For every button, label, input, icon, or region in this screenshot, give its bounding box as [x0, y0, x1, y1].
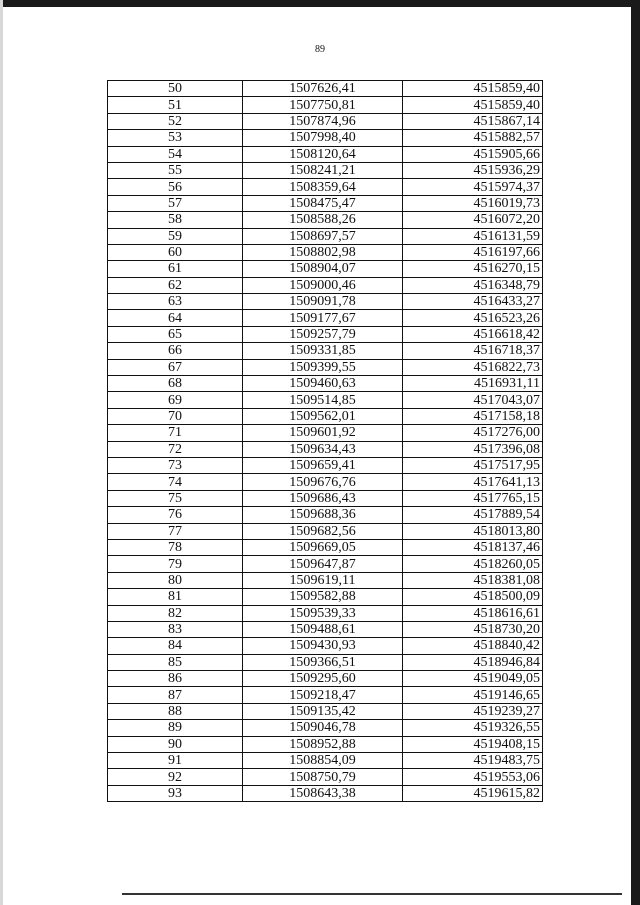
table-row [108, 457, 543, 473]
y-coordinate-cell: 4518137,46 [403, 539, 543, 555]
y-coordinate-cell: 4515974,37 [403, 179, 543, 195]
x-coordinate-cell: 1509669,05 [243, 539, 403, 555]
table-row [108, 294, 543, 310]
y-coordinate-cell: 4518013,80 [403, 523, 543, 539]
x-coordinate-cell: 1508588,26 [243, 212, 403, 228]
table-row [108, 310, 543, 326]
point-number-cell: 68 [108, 376, 243, 392]
point-number-cell: 52 [108, 113, 243, 129]
point-number-cell: 59 [108, 228, 243, 244]
x-coordinate-cell: 1509135,42 [243, 703, 403, 719]
y-coordinate-cell: 4515905,66 [403, 146, 543, 162]
point-number-cell: 54 [108, 146, 243, 162]
table-row [108, 326, 543, 342]
y-coordinate-cell: 4516270,15 [403, 261, 543, 277]
scan-border-left [0, 0, 3, 905]
point-number-cell: 66 [108, 343, 243, 359]
y-coordinate-cell: 4515936,29 [403, 162, 543, 178]
x-coordinate-cell: 1509619,11 [243, 572, 403, 588]
point-number-cell: 50 [108, 81, 243, 97]
y-coordinate-cell: 4519146,65 [403, 687, 543, 703]
table-row [108, 392, 543, 408]
y-coordinate-cell: 4516433,27 [403, 294, 543, 310]
table-row [108, 736, 543, 752]
table-row [108, 425, 543, 441]
point-number-cell: 91 [108, 753, 243, 769]
point-number-cell: 57 [108, 195, 243, 211]
point-number-cell: 65 [108, 326, 243, 342]
table-row [108, 146, 543, 162]
x-coordinate-cell: 1509257,79 [243, 326, 403, 342]
table-row [108, 507, 543, 523]
y-coordinate-cell: 4517517,95 [403, 457, 543, 473]
x-coordinate-cell: 1509366,51 [243, 654, 403, 670]
point-number-cell: 85 [108, 654, 243, 670]
y-coordinate-cell: 4517276,00 [403, 425, 543, 441]
point-number-cell: 62 [108, 277, 243, 293]
x-coordinate-cell: 1509218,47 [243, 687, 403, 703]
point-number-cell: 75 [108, 490, 243, 506]
x-coordinate-cell: 1508643,38 [243, 785, 403, 801]
table-row [108, 261, 543, 277]
y-coordinate-cell: 4516131,59 [403, 228, 543, 244]
table-row [108, 654, 543, 670]
point-number-cell: 89 [108, 720, 243, 736]
x-coordinate-cell: 1508475,47 [243, 195, 403, 211]
point-number-cell: 51 [108, 97, 243, 113]
table-row [108, 638, 543, 654]
point-number-cell: 69 [108, 392, 243, 408]
y-coordinate-cell: 4517641,13 [403, 474, 543, 490]
table-row [108, 179, 543, 195]
x-coordinate-cell: 1508904,07 [243, 261, 403, 277]
x-coordinate-cell: 1507626,41 [243, 81, 403, 97]
y-coordinate-cell: 4518260,05 [403, 556, 543, 572]
x-coordinate-cell: 1508359,64 [243, 179, 403, 195]
point-number-cell: 78 [108, 539, 243, 555]
y-coordinate-cell: 4517043,07 [403, 392, 543, 408]
table-row [108, 97, 543, 113]
y-coordinate-cell: 4519326,55 [403, 720, 543, 736]
table-row [108, 523, 543, 539]
x-coordinate-cell: 1509686,43 [243, 490, 403, 506]
x-coordinate-cell: 1509562,01 [243, 408, 403, 424]
x-coordinate-cell: 1509514,85 [243, 392, 403, 408]
y-coordinate-cell: 4518616,61 [403, 605, 543, 621]
point-number-cell: 81 [108, 589, 243, 605]
table-row [108, 769, 543, 785]
y-coordinate-cell: 4518500,09 [403, 589, 543, 605]
y-coordinate-cell: 4519483,75 [403, 753, 543, 769]
x-coordinate-cell: 1508241,21 [243, 162, 403, 178]
y-coordinate-cell: 4516618,42 [403, 326, 543, 342]
y-coordinate-cell: 4516523,26 [403, 310, 543, 326]
y-coordinate-cell: 4516931,11 [403, 376, 543, 392]
coordinates-table [107, 80, 543, 802]
x-coordinate-cell: 1509000,46 [243, 277, 403, 293]
y-coordinate-cell: 4516072,20 [403, 212, 543, 228]
x-coordinate-cell: 1509460,63 [243, 376, 403, 392]
x-coordinate-cell: 1508854,09 [243, 753, 403, 769]
point-number-cell: 71 [108, 425, 243, 441]
x-coordinate-cell: 1507998,40 [243, 130, 403, 146]
scan-border-right [631, 0, 640, 905]
table-row [108, 785, 543, 801]
y-coordinate-cell: 4516822,73 [403, 359, 543, 375]
point-number-cell: 83 [108, 621, 243, 637]
point-number-cell: 79 [108, 556, 243, 572]
table-row [108, 376, 543, 392]
point-number-cell: 93 [108, 785, 243, 801]
point-number-cell: 53 [108, 130, 243, 146]
x-coordinate-cell: 1509676,76 [243, 474, 403, 490]
table-row [108, 441, 543, 457]
point-number-cell: 73 [108, 457, 243, 473]
y-coordinate-cell: 4516718,37 [403, 343, 543, 359]
table-row [108, 539, 543, 555]
point-number-cell: 86 [108, 671, 243, 687]
x-coordinate-cell: 1509488,61 [243, 621, 403, 637]
point-number-cell: 64 [108, 310, 243, 326]
x-coordinate-cell: 1509295,60 [243, 671, 403, 687]
point-number-cell: 82 [108, 605, 243, 621]
y-coordinate-cell: 4519553,06 [403, 769, 543, 785]
x-coordinate-cell: 1509601,92 [243, 425, 403, 441]
table-row [108, 113, 543, 129]
point-number-cell: 76 [108, 507, 243, 523]
y-coordinate-cell: 4516197,66 [403, 244, 543, 260]
x-coordinate-cell: 1508952,88 [243, 736, 403, 752]
scan-border-bottom [122, 893, 622, 895]
table-row [108, 195, 543, 211]
table-row [108, 753, 543, 769]
table-row [108, 572, 543, 588]
table-row [108, 556, 543, 572]
x-coordinate-cell: 1509582,88 [243, 589, 403, 605]
scan-border-top [2, 0, 640, 7]
x-coordinate-cell: 1508120,64 [243, 146, 403, 162]
x-coordinate-cell: 1509659,41 [243, 457, 403, 473]
table-row [108, 474, 543, 490]
x-coordinate-cell: 1508802,98 [243, 244, 403, 260]
point-number-cell: 67 [108, 359, 243, 375]
table-row [108, 490, 543, 506]
table-row [108, 359, 543, 375]
y-coordinate-cell: 4517396,08 [403, 441, 543, 457]
y-coordinate-cell: 4515859,40 [403, 81, 543, 97]
point-number-cell: 80 [108, 572, 243, 588]
table-row [108, 212, 543, 228]
table-row [108, 277, 543, 293]
y-coordinate-cell: 4519408,15 [403, 736, 543, 752]
y-coordinate-cell: 4517158,18 [403, 408, 543, 424]
y-coordinate-cell: 4516348,79 [403, 277, 543, 293]
x-coordinate-cell: 1509331,85 [243, 343, 403, 359]
x-coordinate-cell: 1509634,43 [243, 441, 403, 457]
y-coordinate-cell: 4518840,42 [403, 638, 543, 654]
table-row [108, 162, 543, 178]
x-coordinate-cell: 1509682,56 [243, 523, 403, 539]
table-row [108, 244, 543, 260]
point-number-cell: 72 [108, 441, 243, 457]
table-row [108, 703, 543, 719]
point-number-cell: 56 [108, 179, 243, 195]
point-number-cell: 70 [108, 408, 243, 424]
y-coordinate-cell: 4518946,84 [403, 654, 543, 670]
point-number-cell: 61 [108, 261, 243, 277]
x-coordinate-cell: 1508697,57 [243, 228, 403, 244]
y-coordinate-cell: 4519239,27 [403, 703, 543, 719]
point-number-cell: 60 [108, 244, 243, 260]
x-coordinate-cell: 1509177,67 [243, 310, 403, 326]
x-coordinate-cell: 1507750,81 [243, 97, 403, 113]
point-number-cell: 63 [108, 294, 243, 310]
x-coordinate-cell: 1507874,96 [243, 113, 403, 129]
y-coordinate-cell: 4517765,15 [403, 490, 543, 506]
y-coordinate-cell: 4515867,14 [403, 113, 543, 129]
y-coordinate-cell: 4518730,20 [403, 621, 543, 637]
point-number-cell: 77 [108, 523, 243, 539]
table-row [108, 605, 543, 621]
table-row [108, 408, 543, 424]
point-number-cell: 84 [108, 638, 243, 654]
x-coordinate-cell: 1508750,79 [243, 769, 403, 785]
y-coordinate-cell: 4517889,54 [403, 507, 543, 523]
table-row [108, 720, 543, 736]
table-row [108, 621, 543, 637]
table-row [108, 671, 543, 687]
point-number-cell: 87 [108, 687, 243, 703]
point-number-cell: 55 [108, 162, 243, 178]
x-coordinate-cell: 1509046,78 [243, 720, 403, 736]
point-number-cell: 90 [108, 736, 243, 752]
x-coordinate-cell: 1509539,33 [243, 605, 403, 621]
x-coordinate-cell: 1509430,93 [243, 638, 403, 654]
point-number-cell: 92 [108, 769, 243, 785]
y-coordinate-cell: 4515882,57 [403, 130, 543, 146]
table-row [108, 343, 543, 359]
y-coordinate-cell: 4518381,08 [403, 572, 543, 588]
table-row [108, 687, 543, 703]
point-number-cell: 58 [108, 212, 243, 228]
point-number-cell: 74 [108, 474, 243, 490]
x-coordinate-cell: 1509399,55 [243, 359, 403, 375]
x-coordinate-cell: 1509091,78 [243, 294, 403, 310]
x-coordinate-cell: 1509688,36 [243, 507, 403, 523]
table-row [108, 81, 543, 97]
y-coordinate-cell: 4516019,73 [403, 195, 543, 211]
page-number: 89 [315, 44, 325, 55]
y-coordinate-cell: 4519615,82 [403, 785, 543, 801]
point-number-cell: 88 [108, 703, 243, 719]
x-coordinate-cell: 1509647,87 [243, 556, 403, 572]
table-row [108, 130, 543, 146]
table-row [108, 228, 543, 244]
table-row [108, 589, 543, 605]
y-coordinate-cell: 4515859,40 [403, 97, 543, 113]
y-coordinate-cell: 4519049,05 [403, 671, 543, 687]
coordinates-table-body [108, 81, 543, 802]
